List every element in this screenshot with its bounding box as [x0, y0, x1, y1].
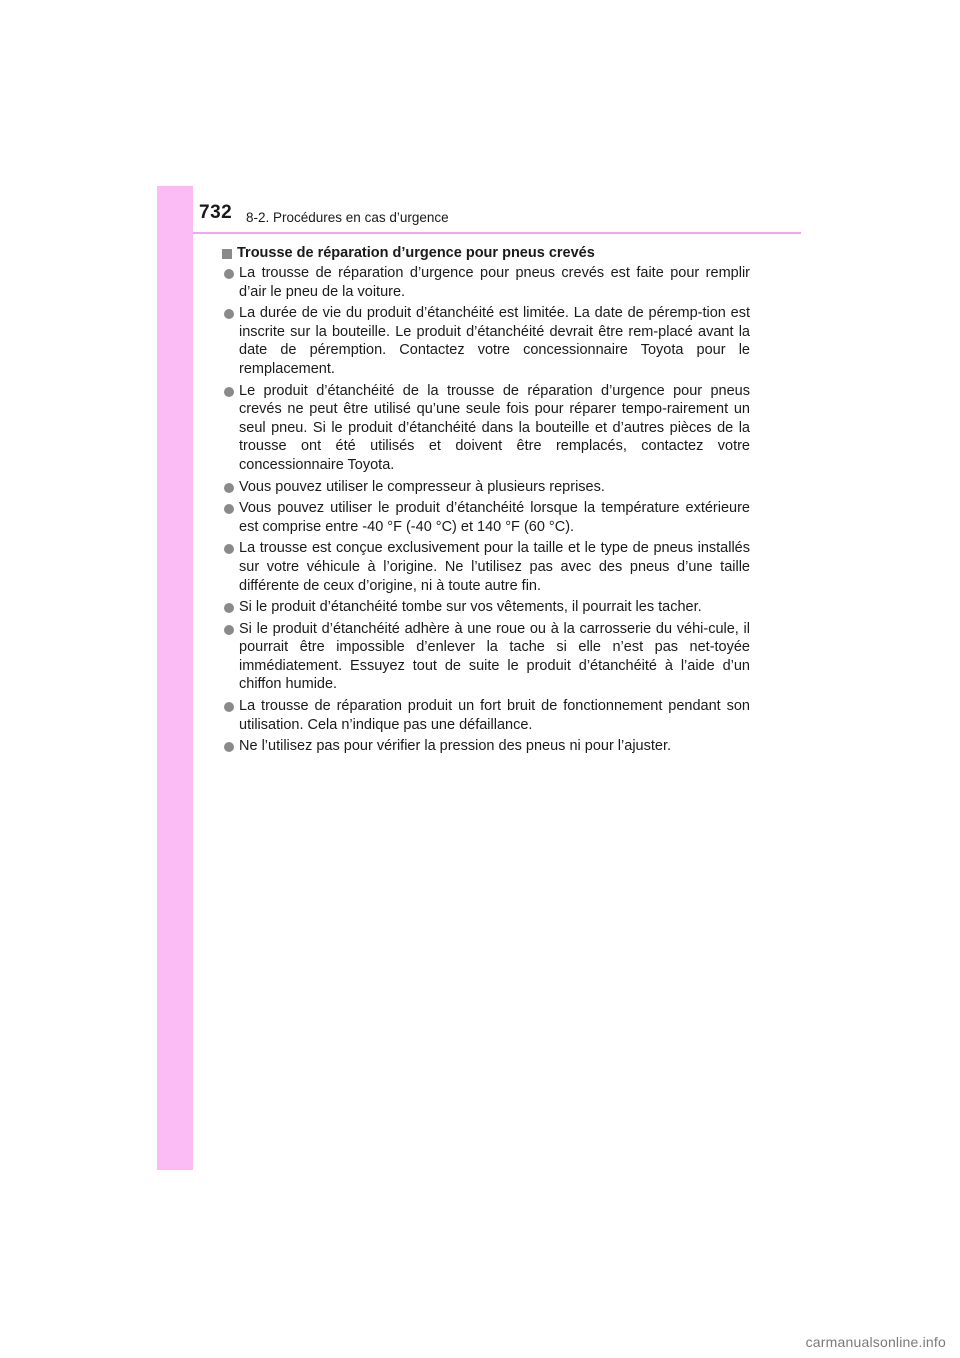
page-number: 732	[199, 202, 233, 223]
list-item-text: Le produit d’étanchéité de la trousse de réparation d’urgence pour pneus crevés ne peut être utilisé qu’une seule fois pour réparer tempo-rairement un seul pneu. Si le produit d’étanchéité dans la bouteille et d’autres pièces de la trousse ont été utilisés et doivent être remplacés, contactez votre concessionnaire Toyota.	[239, 382, 750, 473]
circle-bullet-icon	[224, 702, 234, 712]
circle-bullet-icon	[224, 504, 234, 514]
list-item-text: Vous pouvez utiliser le produit d’étanchéité lorsque la température extérieure est comprise entre -40 °F (-40 °C) et 140 °F (60 °C).	[239, 500, 750, 535]
list-item-text: Si le produit d’étanchéité tombe sur vos vêtements, il pourrait les tacher.	[239, 599, 702, 616]
list-item-text: Vous pouvez utiliser le compresseur à plusieurs reprises.	[239, 478, 605, 495]
side-band	[157, 186, 193, 1170]
list-item	[222, 539, 750, 595]
list-item	[222, 478, 750, 497]
list-item	[222, 499, 750, 536]
circle-bullet-icon	[224, 603, 234, 613]
square-bullet-icon	[222, 249, 232, 259]
list-item-text: Si le produit d’étanchéité adhère à une roue ou à la carrosserie du véhi-cule, il pourrait être impossible d’enlever la tache si elle n’est pas net-toyée immédiatement. Essuyez tout de suite le produit d’étanchéité à l’aide d’un chiffon humide.	[239, 620, 750, 693]
section-heading-text: Trousse de réparation d’urgence pour pneus crevés	[237, 245, 595, 261]
circle-bullet-icon	[224, 625, 234, 635]
circle-bullet-icon	[224, 269, 234, 279]
section-heading	[222, 244, 750, 263]
list-item	[222, 382, 750, 475]
list-item-text: La trousse de réparation produit un fort bruit de fonctionnement pendant son utilisation. Cela n’indique pas une défaillance.	[239, 698, 750, 733]
watermark: carmanualsonline.info	[805, 1334, 946, 1350]
content	[222, 244, 750, 759]
list-item-text: Ne l’utilisez pas pour vérifier la pression des pneus ni pour l’ajuster.	[239, 738, 671, 755]
section-title: 8-2. Procédures en cas d’urgence	[246, 210, 449, 225]
circle-bullet-icon	[224, 387, 234, 397]
list-item-text: La durée de vie du produit d’étanchéité est limitée. La date de péremp-tion est inscrite sur la bouteille. Le produit d’étanchéité devrait être rem-placé avant la date de péremption. Contactez votre concessionnaire Toyota pour le remplacement.	[239, 305, 750, 377]
circle-bullet-icon	[224, 742, 234, 752]
list-item	[222, 598, 750, 617]
header-rule	[193, 232, 801, 234]
list-item	[222, 304, 750, 378]
list-item-text: La trousse est conçue exclusivement pour la taille et le type de pneus installés sur votre véhicule à l’origine. Ne l’utilisez pas avec des pneus d’une taille différente de ceux d’origine, ni à toute autre fin.	[239, 540, 750, 594]
circle-bullet-icon	[224, 309, 234, 319]
list-item	[222, 620, 750, 694]
list-item	[222, 697, 750, 734]
circle-bullet-icon	[224, 483, 234, 493]
list-item	[222, 737, 750, 756]
circle-bullet-icon	[224, 544, 234, 554]
list-item	[222, 264, 750, 301]
list-item-text: La trousse de réparation d’urgence pour pneus crevés est faite pour remplir d’air le pneu de la voiture.	[239, 265, 750, 300]
